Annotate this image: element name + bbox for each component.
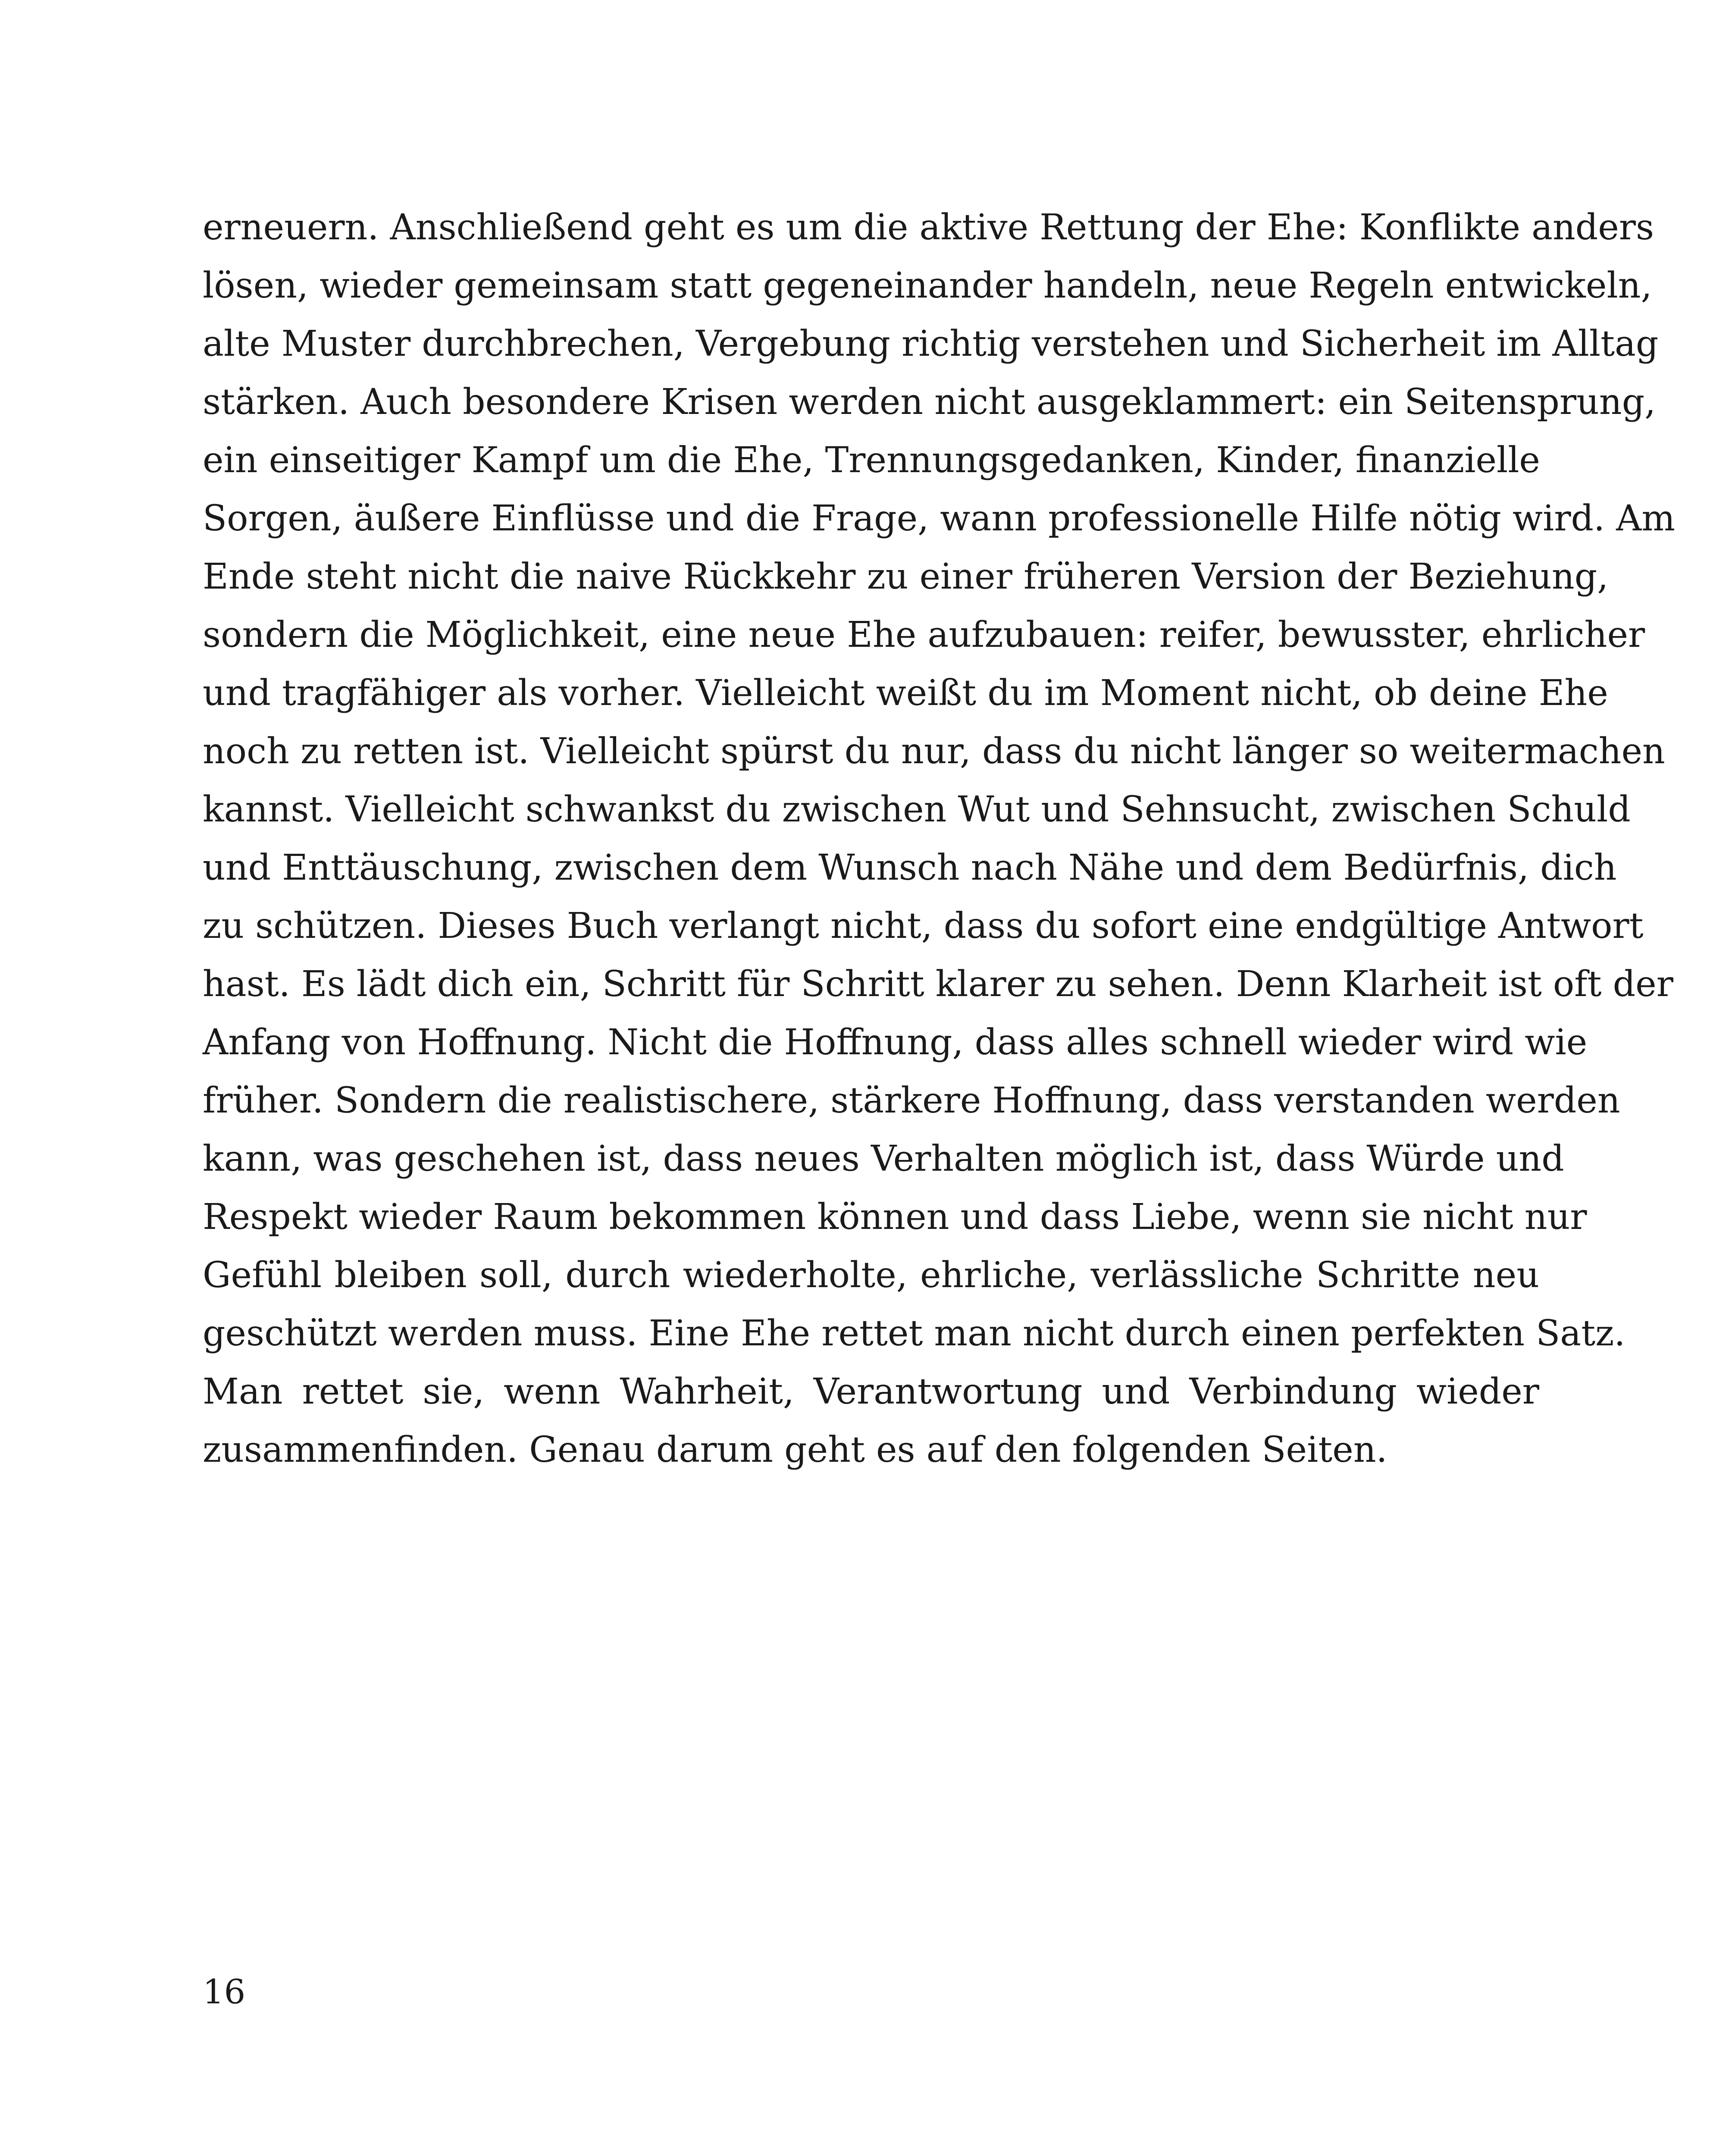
- text-line: und Enttäuschung, zwischen dem Wunsch nach Nähe und dem Bedürfnis, dich: [203, 847, 1617, 888]
- text-line: stärken. Auch besondere Krisen werden nicht ausgeklammert: ein Seitensprung,: [203, 382, 1656, 423]
- text-line: zu schützen. Dieses Buch verlangt nicht, dass du sofort eine endgültige Antwort: [203, 906, 1644, 946]
- page-number: 16: [203, 1973, 246, 2012]
- text-line: alte Muster durchbrechen, Vergebung richtig verstehen und Sicherheit im Alltag: [203, 323, 1659, 364]
- text-line: Respekt wieder Raum bekommen können und dass Liebe, wenn sie nicht nur: [203, 1197, 1587, 1238]
- text-line: Man rettet sie, wenn Wahrheit, Verantwortung und Verbindung wieder: [203, 1371, 1539, 1412]
- text-line: zusammenfinden. Genau darum geht es auf den folgenden Seiten.: [203, 1429, 1387, 1470]
- text-line: Anfang von Hoffnung. Nicht die Hoffnung, dass alles schnell wieder wird wie: [203, 1022, 1588, 1063]
- text-line: kann, was geschehen ist, dass neues Verhalten möglich ist, dass Würde und: [203, 1138, 1564, 1179]
- text-line: erneuern. Anschließend geht es um die aktive Rettung der Ehe: Konflikte anders: [203, 207, 1654, 248]
- text-line: hast. Es lädt dich ein, Schritt für Schritt klarer zu sehen. Denn Klarheit ist oft der: [203, 964, 1673, 1005]
- text-line: früher. Sondern die realistischere, stärkere Hoffnung, dass verstanden werden: [203, 1080, 1620, 1121]
- text-line: kannst. Vielleicht schwankst du zwischen Wut und Sehnsucht, zwischen Schuld: [203, 789, 1631, 830]
- text-line: und tragfähiger als vorher. Vielleicht weißt du im Moment nicht, ob deine Ehe: [203, 673, 1608, 714]
- text-line: Gefühl bleiben soll, durch wiederholte, ehrliche, verlässliche Schritte neu: [203, 1255, 1539, 1296]
- text-line: noch zu retten ist. Vielleicht spürst du nur, dass du nicht länger so weitermachen: [203, 731, 1665, 772]
- body-paragraph: [203, 198, 1676, 1479]
- text-line: lösen, wieder gemeinsam statt gegeneinander handeln, neue Regeln entwickeln,: [203, 265, 1652, 306]
- text-line: ein einseitiger Kampf um die Ehe, Trennungsgedanken, Kinder, finanzielle: [203, 440, 1540, 481]
- text-line: Ende steht nicht die naive Rückkehr zu einer früheren Version der Beziehung,: [203, 556, 1609, 597]
- text-line: sondern die Möglichkeit, eine neue Ehe aufzubauen: reifer, bewusster, ehrlicher: [203, 614, 1645, 655]
- text-line: geschützt werden muss. Eine Ehe rettet man nicht durch einen perfekten Satz.: [203, 1313, 1626, 1354]
- text-line: Sorgen, äußere Einflüsse und die Frage, wann professionelle Hilfe nötig wird. Am: [203, 498, 1676, 539]
